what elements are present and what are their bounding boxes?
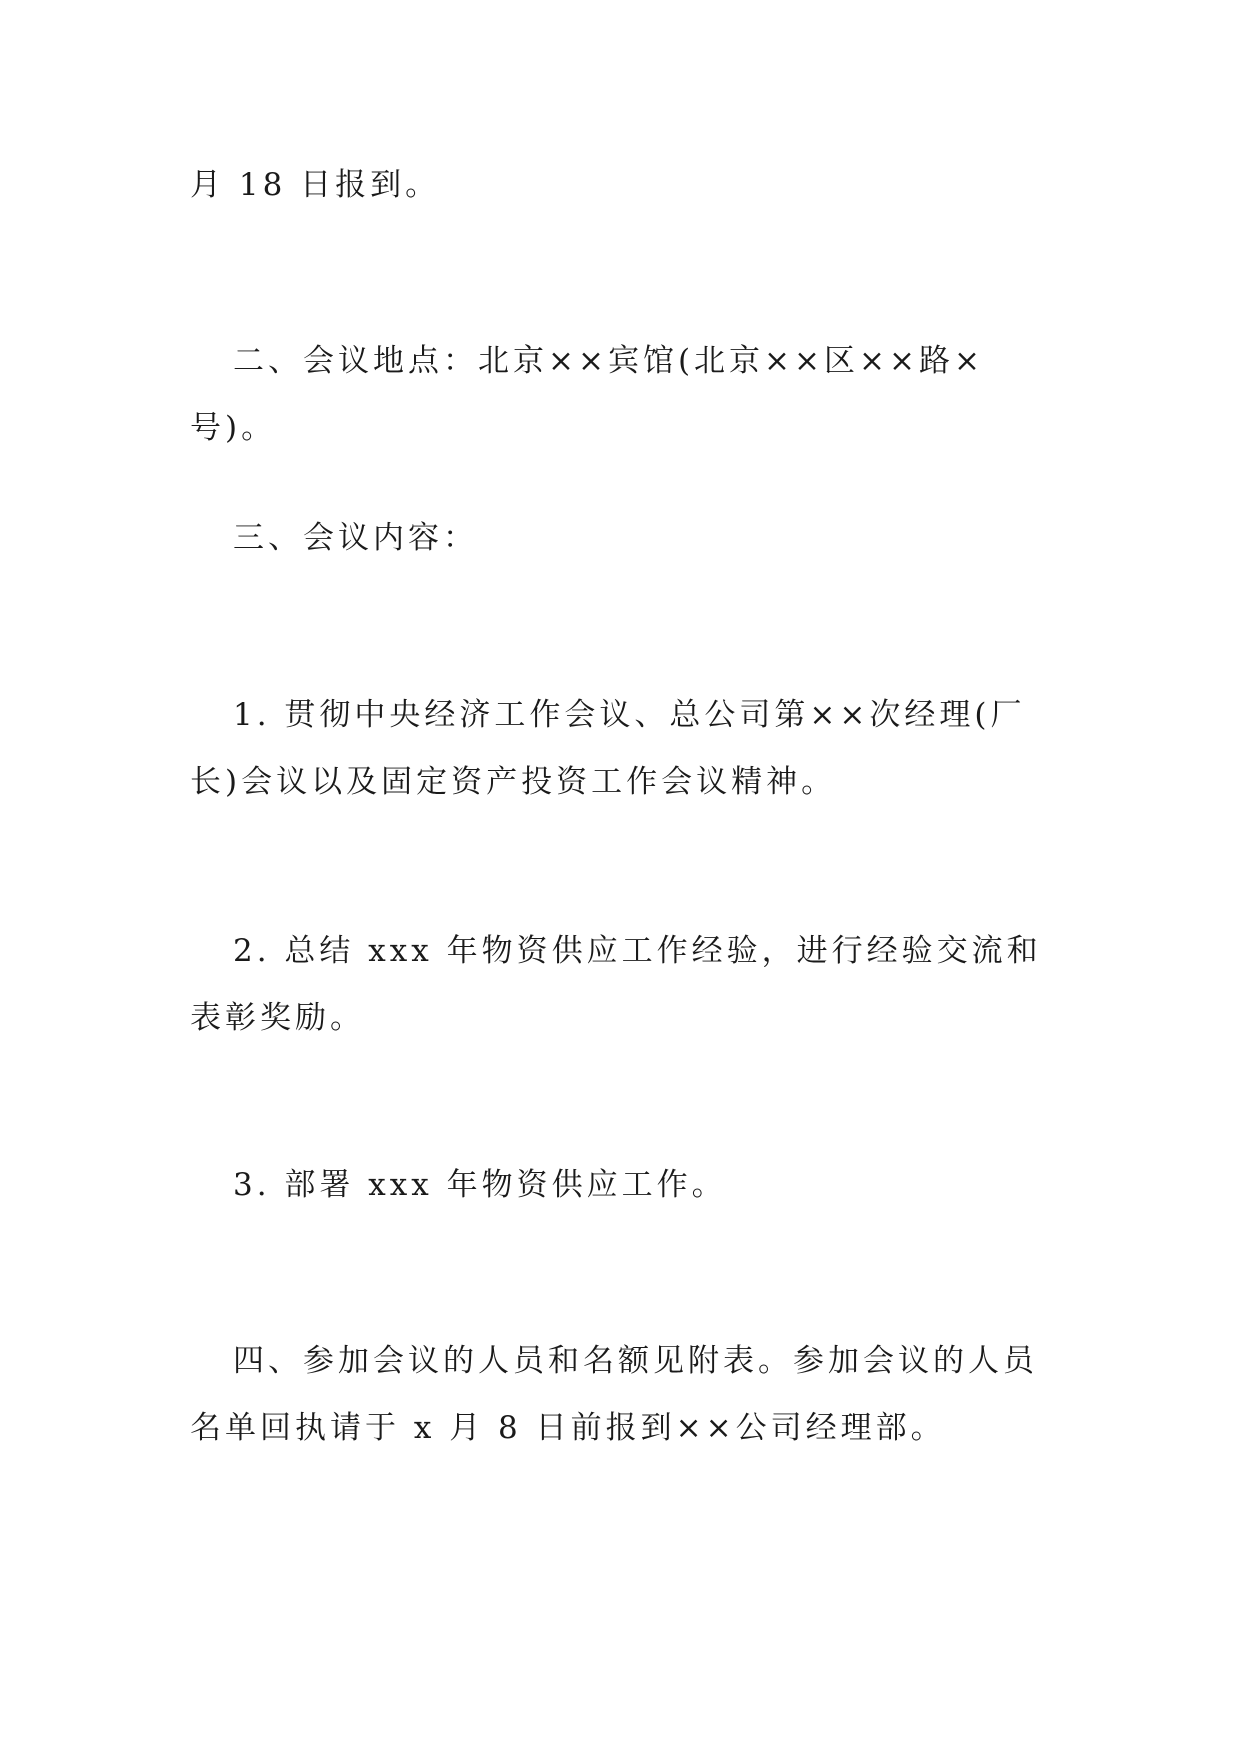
paragraph-meeting-location: 二、会议地点：北京××宾馆(北京××区××路×号)。 bbox=[190, 343, 984, 446]
paragraph-content-item-1: 1. 贯彻中央经济工作会议、总公司第××次经理(厂长)会议以及固定资产投资工作会议精神。 bbox=[190, 697, 1026, 800]
paragraph-attendees: 四、参加会议的人员和名额见附表。参加会议的人员名单回执请于 x 月 8 日前报到××公司经理部。 bbox=[190, 1343, 1038, 1446]
paragraph-content-item-2: 2. 总结 xxx 年物资供应工作经验，进行经验交流和表彰奖励。 bbox=[190, 933, 1042, 1036]
paragraph-report-date: 月 18 日报到。 bbox=[190, 167, 441, 203]
paragraph-meeting-content-heading: 三、会议内容： bbox=[233, 520, 478, 556]
paragraph-content-item-3: 3. 部署 xxx 年物资供应工作。 bbox=[233, 1167, 727, 1203]
